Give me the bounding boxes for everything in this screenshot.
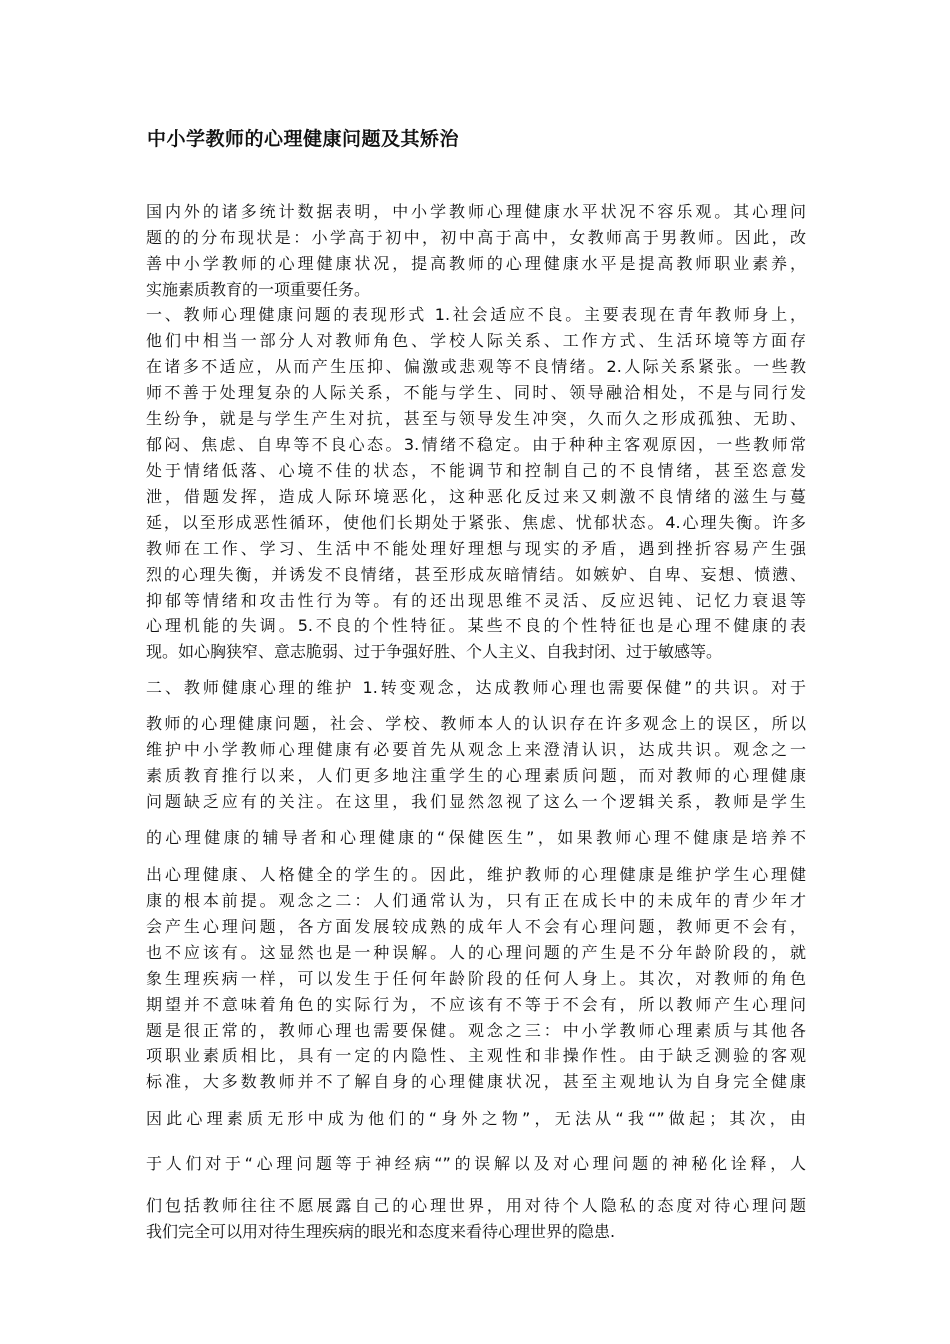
text-line: 二、教师健康心理的维护 1.转变观念，达成教师心理也需要保健”的共识。对于	[146, 678, 806, 697]
text-line: 现。如心胸狭窄、意志脆弱、过于争强好胜、个人主义、自我封闭、过于敏感等。	[146, 642, 723, 661]
text-line: 出心理健康、人格健全的学生的。因此，维护教师的心理健康是维护学生心理健	[146, 865, 806, 884]
text-line: 一、教师心理健康问题的表现形式 1.社会适应不良。主要表现在青年教师身上，	[146, 305, 806, 324]
text-line: 因此心理素质无形中成为他们的“身外之物”，无法从“我“”做起；其次，由	[146, 1109, 806, 1128]
text-line: 项职业素质相比，具有一定的内隐性、主观性和非操作性。由于缺乏测验的客观	[146, 1046, 806, 1065]
text-line: 抑郁等情绪和攻击性行为等。有的还出现思维不灵活、反应迟钝、记忆力衰退等	[146, 591, 806, 610]
text-line: 的心理健康的辅导者和心理健康的“保健医生”，如果教师心理不健康是培养不	[146, 828, 806, 847]
text-line: 象生理疾病一样，可以发生于任何年龄阶段的任何人身上。其次，对教师的角色	[146, 969, 806, 988]
text-line: 延，以至形成恶性循环，使他们长期处于紧张、焦虑、忧郁状态。4.心理失衡。许多	[146, 513, 806, 532]
text-line: 期望并不意味着角色的实际行为，不应该有不等于不会有，所以教师产生心理问	[146, 995, 806, 1014]
text-line: 教师的心理健康问题，社会、学校、教师本人的认识存在许多观念上的误区，所以	[146, 714, 806, 733]
text-line: 教师在工作、学习、生活中不能处理好理想与现实的矛盾，遇到挫折容易产生强	[146, 539, 806, 558]
text-line: 烈的心理失衡，并诱发不良情绪，甚至形成灰暗情结。如嫉妒、自卑、妄想、愤懑、	[146, 565, 806, 584]
text-line: 处于情绪低落、心境不佳的状态，不能调节和控制自己的不良情绪，甚至恣意发	[146, 461, 806, 480]
text-line: 康的根本前提。观念之二：人们通常认为，只有正在成长中的未成年的青少年才	[146, 891, 806, 910]
text-line: 师不善于处理复杂的人际关系，不能与学生、同时、领导融洽相处，不是与同行发	[146, 383, 806, 402]
text-line: 在诸多不适应，从而产生压抑、偏激或悲观等不良情绪。2.人际关系紧张。一些教	[146, 357, 806, 376]
text-line: 问题缺乏应有的关注。在这里，我们显然忽视了这么一个逻辑关系，教师是学生	[146, 792, 806, 811]
text-line: 心理机能的失调。5.不良的个性特征。某些不良的个性特征也是心理不健康的表	[146, 616, 806, 635]
text-line: 实施素质教育的一项重要任务。	[146, 280, 371, 299]
text-line: 善中小学教师的心理健康状况，提高教师的心理健康水平是提高教师职业素养，	[146, 254, 806, 273]
text-line: 题是很正常的，教师心理也需要保健。观念之三：中小学教师心理素质与其他各	[146, 1021, 806, 1040]
text-line: 会产生心理问题，各方面发展较成熟的成年人不会有心理问题，教师更不会有，	[146, 917, 806, 936]
text-line: 也不应该有。这显然也是一种误解。人的心理问题的产生是不分年龄阶段的，就	[146, 943, 806, 962]
text-line: 泄，借题发挥，造成人际环境恶化，这种恶化反过来又刺激不良情绪的滋生与蔓	[146, 487, 806, 506]
text-line: 题的的分布现状是：小学高于初中，初中高于高中，女教师高于男教师。因此，改	[146, 228, 806, 247]
text-line: 们包括教师往往不愿展露自己的心理世界，用对待个人隐私的态度对待心理问题	[146, 1196, 806, 1215]
text-line: 郁闷、焦虑、自卑等不良心态。3.情绪不稳定。由于种种主客观原因，一些教师常	[146, 435, 806, 454]
text-line: 国内外的诸多统计数据表明，中小学教师心理健康水平状况不容乐观。其心理问	[146, 202, 806, 221]
text-line: 于人们对于“心理问题等于神经病“”的误解以及对心理问题的神秘化诠释，人	[146, 1154, 806, 1173]
text-line: 生纷争，就是与学生产生对抗，甚至与领导发生冲突，久而久之形成孤独、无助、	[146, 409, 806, 428]
document-title: 中小学教师的心理健康问题及其矫治	[147, 128, 460, 150]
text-line: 维护中小学教师心理健康有必要首先从观念上来澄清认识，达成共识。观念之一	[146, 740, 806, 759]
text-line: 我们完全可以用对待生理疾病的眼光和态度来看待心理世界的隐患.	[146, 1222, 616, 1241]
text-line: 素质教育推行以来，人们更多地注重学生的心理素质问题，而对教师的心理健康	[146, 766, 806, 785]
text-line: 标准，大多数教师并不了解自身的心理健康状况，甚至主观地认为自身完全健康	[146, 1072, 806, 1091]
text-line: 他们中相当一部分人对教师角色、学校人际关系、工作方式、生活环境等方面存	[146, 331, 806, 350]
